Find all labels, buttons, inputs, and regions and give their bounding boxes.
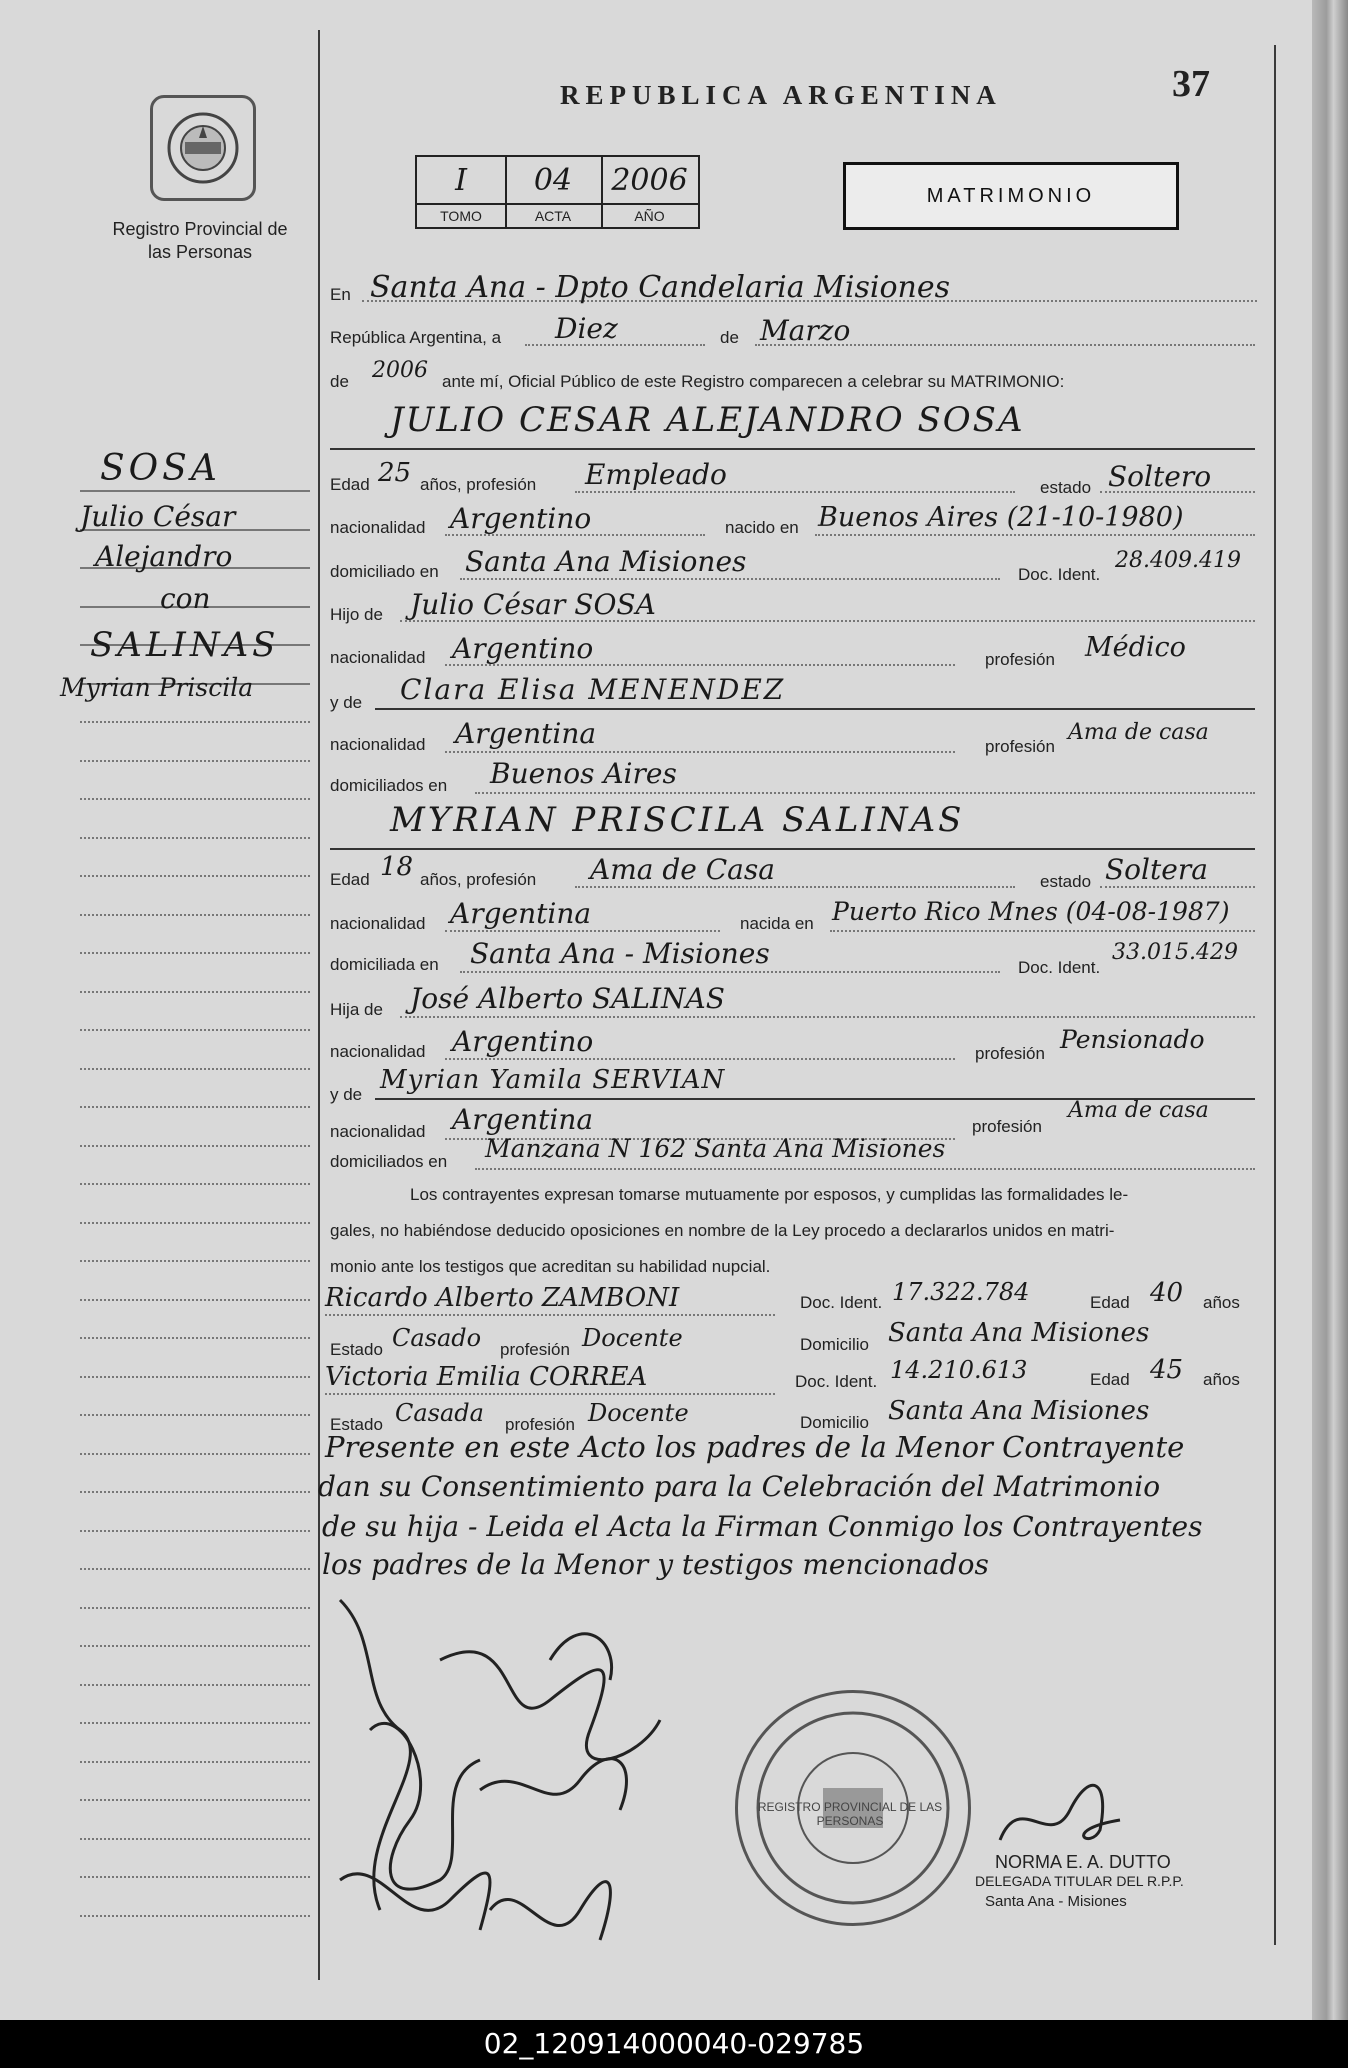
stamp-text: REGISTRO PROVINCIAL DE LAS PERSONAS <box>757 1800 943 1828</box>
groom-nac-label: nacionalidad <box>330 518 426 537</box>
witness-2-status: Casada <box>395 1399 484 1427</box>
day-value: Diez <box>555 312 618 345</box>
groom-father-prof-label: profesión <box>985 650 1055 669</box>
groom-mother-nationality: Argentina <box>455 717 597 750</box>
bride-father-prof-label: profesión <box>975 1044 1045 1063</box>
margin-note-2: Julio César <box>80 500 236 533</box>
margin-rule <box>80 875 310 877</box>
tomo-label: TOMO <box>417 203 505 227</box>
margin-rule <box>80 1491 310 1493</box>
margin-rule <box>80 1414 310 1416</box>
groom-mother-line <box>375 708 1255 710</box>
bride-father-profession: Pensionado <box>1060 1025 1205 1054</box>
official-place: Santa Ana - Misiones <box>985 1893 1127 1910</box>
acta-cell <box>505 157 603 227</box>
margin-rule <box>80 1568 310 1570</box>
witness-2-name-line <box>325 1393 775 1395</box>
witness-1-prof-label: profesión <box>500 1340 570 1359</box>
bride-mother-prof-label: profesión <box>972 1117 1042 1136</box>
witness-2-doc: 14.210.613 <box>890 1356 1028 1384</box>
bride-status-line <box>1100 886 1255 888</box>
bride-nac-label: nacionalidad <box>330 914 426 933</box>
bride-domicile: Santa Ana - Misiones <box>470 937 770 970</box>
witness-1-age: 40 <box>1150 1278 1184 1308</box>
groom-nationality: Argentino <box>450 502 592 535</box>
groom-age: 25 <box>378 458 412 488</box>
margin-rule <box>80 1876 310 1878</box>
groom-father-nationality: Argentino <box>452 632 594 665</box>
republic-label: República Argentina, a <box>330 328 502 347</box>
anio-value: 2006 <box>611 163 688 198</box>
margin-rule <box>80 952 310 954</box>
groom-name: JULIO CESAR ALEJANDRO SOSA <box>390 400 1025 440</box>
groom-name-line <box>330 448 1255 450</box>
margin-rule <box>80 490 310 492</box>
witness-2-dom-label: Domicilio <box>800 1413 869 1432</box>
year-prefix: de <box>330 372 349 391</box>
witness-2-prof-label: profesión <box>505 1415 575 1434</box>
margin-rule <box>80 1645 310 1647</box>
margin-note-3: Alejandro <box>95 540 233 573</box>
bride-father: José Alberto SALINAS <box>410 982 725 1015</box>
groom-father-nat-line <box>445 664 955 666</box>
witness-1-anos-label: años <box>1203 1293 1240 1312</box>
margin-rule <box>80 1799 310 1801</box>
bride-birthplace-line <box>830 930 1255 932</box>
margin-rule <box>80 1145 310 1147</box>
formula-line-2: gales, no habiéndose deducido oposiciones en nombre de la Ley procedo a declararlos unidos en matri- <box>330 1221 1115 1240</box>
bride-age: 18 <box>380 852 414 882</box>
groom-doc: 28.409.419 <box>1115 548 1241 573</box>
margin-rule <box>80 1530 310 1532</box>
bride-hija-label: Hija de <box>330 1000 383 1019</box>
groom-father-line <box>400 620 1255 622</box>
margin-rule <box>80 1761 310 1763</box>
witness-2-doc-label: Doc. Ident. <box>795 1372 878 1391</box>
official-signature <box>990 1770 1130 1860</box>
anio-label: AÑO <box>601 203 698 227</box>
groom-parents-dom-label: domiciliados en <box>330 776 448 795</box>
bride-nacida-label: nacida en <box>740 914 814 933</box>
bride-nationality-line <box>445 930 720 932</box>
groom-domicile: Santa Ana Misiones <box>465 545 747 578</box>
margin-rule <box>80 1222 310 1224</box>
bride-name: MYRIAN PRISCILA SALINAS <box>390 800 965 840</box>
acta-label: ACTA <box>505 203 601 227</box>
groom-nacido-label: nacido en <box>725 518 799 537</box>
margin-rule <box>80 1453 310 1455</box>
margin-rule <box>80 991 310 993</box>
de-label: de <box>720 328 739 347</box>
witness-1-edad-label: Edad <box>1090 1293 1130 1312</box>
groom-anos-label: años, profesión <box>420 475 537 494</box>
bride-edad-label: Edad <box>330 870 370 889</box>
document-type-box: MATRIMONIO <box>843 162 1179 230</box>
witness-1-status: Casado <box>392 1324 482 1352</box>
groom-hijo-label: Hijo de <box>330 605 383 624</box>
en-label: En <box>330 285 351 304</box>
bride-dom-label: domiciliada en <box>330 955 439 974</box>
margin-note-4: con <box>160 582 211 615</box>
page-number: 37 <box>1172 63 1210 105</box>
bride-estado-label: estado <box>1040 872 1092 891</box>
page-title: REPUBLICA ARGENTINA <box>560 80 1002 110</box>
provincial-seal <box>150 95 256 201</box>
witness-1-estado-label: Estado <box>330 1340 383 1359</box>
bride-father-nat-line <box>445 1058 955 1060</box>
bride-birthplace: Puerto Rico Mnes (04-08-1987) <box>832 897 1230 926</box>
bride-yde-label: y de <box>330 1085 363 1104</box>
margin-rule <box>80 1299 310 1301</box>
bride-parents-domicile: Manzana N 162 Santa Ana Misiones <box>485 1134 946 1163</box>
groom-father-nac-label: nacionalidad <box>330 648 426 667</box>
bride-domicile-line <box>460 971 1000 973</box>
groom-mother-nac-label: nacionalidad <box>330 735 426 754</box>
groom-mother-nat-line <box>445 751 955 753</box>
margin-rule <box>80 837 310 839</box>
witness-1-domicile: Santa Ana Misiones <box>888 1318 1150 1348</box>
tomo-value: I <box>455 163 467 198</box>
place-value: Santa Ana - Dpto Candelaria Misiones <box>370 270 951 305</box>
witness-1-profession: Docente <box>582 1324 683 1352</box>
page-edge <box>1312 0 1348 2020</box>
coat-of-arms-icon <box>153 98 253 198</box>
bride-father-line <box>400 1016 1255 1018</box>
act-reference-boxes <box>415 155 700 229</box>
bride-father-nationality: Argentino <box>452 1025 594 1058</box>
margin-rule <box>80 1029 310 1031</box>
witness-2-age: 45 <box>1150 1355 1184 1385</box>
margin-rule <box>80 1337 310 1339</box>
right-border <box>1274 45 1276 1945</box>
bride-doc: 33.015.429 <box>1112 940 1238 965</box>
margin-rule <box>80 1722 310 1724</box>
witness-2-name: Victoria Emilia CORREA <box>325 1362 648 1392</box>
anio-cell <box>601 157 700 227</box>
groom-father: Julio César SOSA <box>410 588 656 621</box>
groom-profession-line <box>575 491 1015 493</box>
witness-1-name: Ricardo Alberto ZAMBONI <box>325 1283 680 1313</box>
groom-mother-profession: Ama de casa <box>1068 720 1209 745</box>
witness-1-doc: 17.322.784 <box>892 1278 1030 1306</box>
groom-doc-label: Doc. Ident. <box>1018 565 1101 584</box>
margin-rule <box>80 798 310 800</box>
formula-line-1: Los contrayentes expresan tomarse mutuamente por esposos, y cumplidas las formalidades le- <box>410 1185 1129 1204</box>
margin-rule <box>80 1684 310 1686</box>
formula-line-3: monio ante los testigos que acreditan su habilidad nupcial. <box>330 1257 771 1276</box>
groom-yde-label: y de <box>330 693 363 712</box>
margin-rule <box>80 1260 310 1262</box>
groom-estado-label: estado <box>1040 478 1092 497</box>
groom-birthplace: Buenos Aires (21-10-1980) <box>818 502 1184 533</box>
bride-profession-line <box>575 886 1015 888</box>
acta-value: 04 <box>533 163 573 198</box>
margin-rule <box>80 721 310 723</box>
groom-profession: Empleado <box>585 458 727 491</box>
witness-2-edad-label: Edad <box>1090 1370 1130 1389</box>
bride-parents-dom-label: domiciliados en <box>330 1152 448 1171</box>
bride-anos-label: años, profesión <box>420 870 537 889</box>
margin-rule <box>80 1838 310 1840</box>
remark-line-4: los padres de la Menor y testigos mencionados <box>322 1548 989 1581</box>
comparecen-text: ante mí, Oficial Público de este Registro comparecen a celebrar su MATRIMONIO: <box>442 372 1065 391</box>
remark-line-1: Presente en este Acto los padres de la Menor Contrayente <box>325 1430 1185 1464</box>
bride-mother-nac-label: nacionalidad <box>330 1122 426 1141</box>
month-value: Marzo <box>760 314 851 347</box>
groom-edad-label: Edad <box>330 475 370 494</box>
margin-rule <box>80 1915 310 1917</box>
bride-doc-label: Doc. Ident. <box>1018 958 1101 977</box>
year-value: 2006 <box>372 358 428 383</box>
witness-2-profession: Docente <box>588 1399 689 1427</box>
witness-2-domicile: Santa Ana Misiones <box>888 1396 1150 1426</box>
remark-line-3: de su hija - Leida el Acta la Firman Conmigo los Contrayentes <box>322 1510 1203 1543</box>
margin-note-5: SALINAS <box>90 625 280 665</box>
margin-rule <box>80 1183 310 1185</box>
witness-2-anos-label: años <box>1203 1370 1240 1389</box>
margin-rule <box>80 914 310 916</box>
groom-domicile-line <box>460 578 1000 580</box>
official-title: DELEGADA TITULAR DEL R.P.P. <box>975 1873 1184 1889</box>
footer-id: 02_120914000040-029785 <box>0 2020 1348 2068</box>
groom-status: Soltero <box>1108 460 1212 493</box>
groom-parents-dom-line <box>475 792 1255 794</box>
bride-mother-nationality: Argentina <box>452 1103 594 1136</box>
groom-father-profession: Médico <box>1085 632 1186 663</box>
bride-parents-dom-line <box>475 1168 1255 1170</box>
witness-1-name-line <box>325 1314 775 1316</box>
witness-1-dom-label: Domicilio <box>800 1335 869 1354</box>
margin-note-1: SOSA <box>100 448 221 489</box>
bride-name-line <box>330 848 1255 850</box>
groom-nationality-line <box>445 534 705 536</box>
official-name: NORMA E. A. DUTTO <box>995 1852 1171 1872</box>
margin-rule <box>80 1106 310 1108</box>
bride-nationality: Argentina <box>450 897 592 930</box>
groom-birthplace-line <box>815 534 1255 536</box>
tomo-cell <box>417 157 507 227</box>
margin-rule <box>80 1607 310 1609</box>
margin-rule <box>80 760 310 762</box>
margin-note-6: Myrian Priscila <box>60 673 254 702</box>
groom-mother-prof-label: profesión <box>985 737 1055 756</box>
bride-father-nac-label: nacionalidad <box>330 1042 426 1061</box>
bride-mother: Myrian Yamila SERVIAN <box>380 1065 726 1095</box>
margin-rule <box>80 1068 310 1070</box>
bride-profession: Ama de Casa <box>590 853 775 886</box>
witness-1-doc-label: Doc. Ident. <box>800 1293 883 1312</box>
registry-name: Registro Provincial de las Personas <box>112 219 288 262</box>
groom-dom-label: domiciliado en <box>330 562 439 581</box>
bride-mother-profession: Ama de casa <box>1068 1098 1209 1123</box>
witness-2-estado-label: Estado <box>330 1415 383 1434</box>
bride-status: Soltera <box>1105 853 1208 886</box>
margin-rule <box>80 1376 310 1378</box>
groom-mother: Clara Elisa MENENDEZ <box>400 673 786 706</box>
groom-parents-domicile: Buenos Aires <box>490 757 677 790</box>
remark-line-2: dan su Consentimiento para la Celebración del Matrimonio <box>318 1470 1161 1503</box>
